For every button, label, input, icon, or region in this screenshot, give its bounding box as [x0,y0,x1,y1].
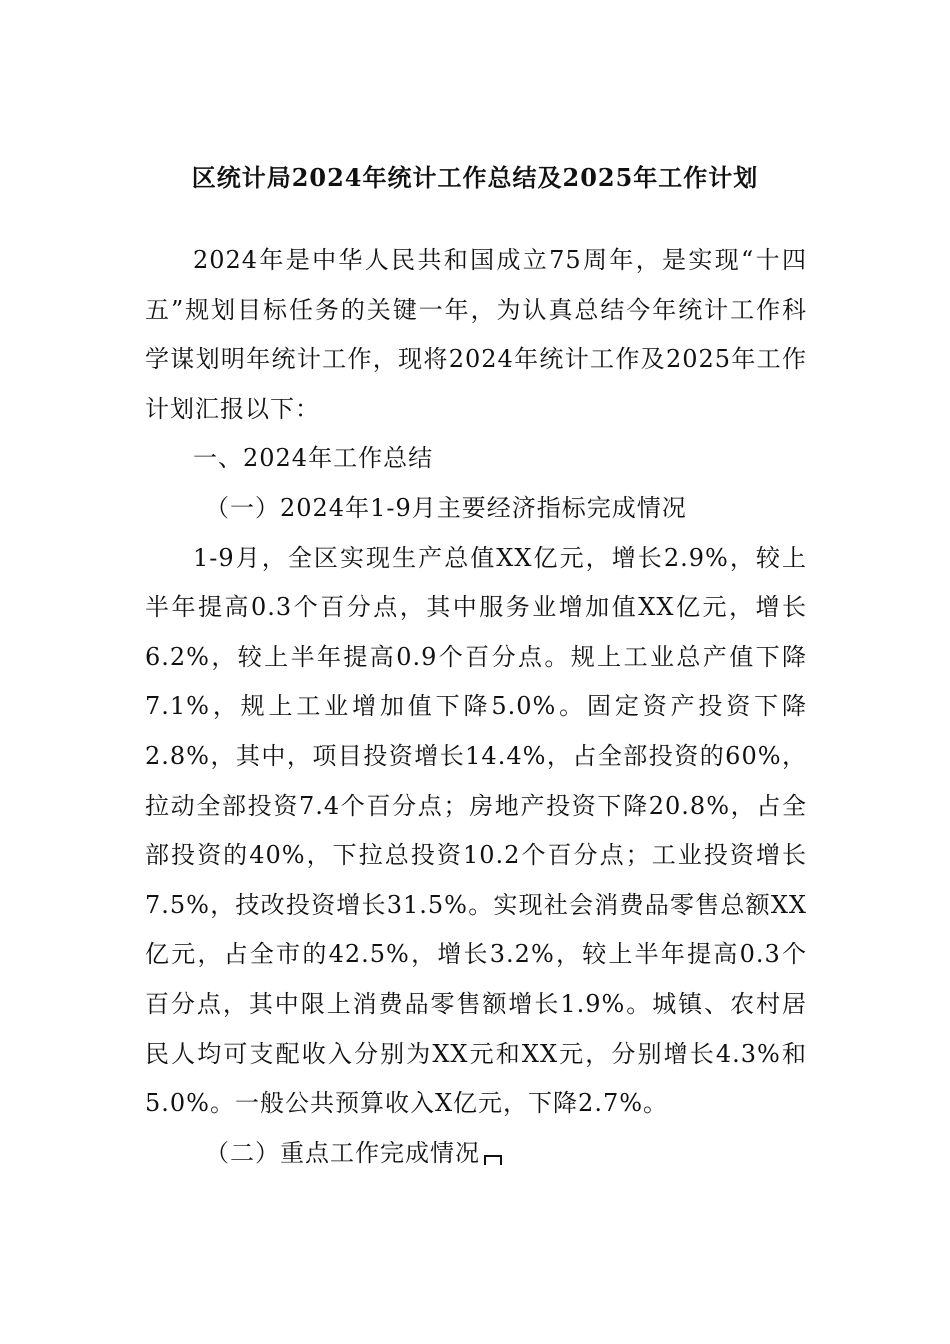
indicators-paragraph: 1-9月，全区实现生产总值XX亿元，增长2.9%，较上半年提高0.3个百分点，其中服务业增加值XX亿元，增长6.2%，较上半年提高0.9个百分点。规上工业总产值下降7.1%，规上工业增加值下降5.0%。固定资产投资下降2.8%，其中，项目投资增长14.4%，占全部投资的60%，拉动全部投资7.4个百分点；房地产投资下降20.8%，占全部投资的40%，下拉总投资10.2个百分点；工业投资增长7.5%，技改投资增长31.5%。实现社会消费品零售总额XX亿元，占全市的42.5%，增长3.2%，较上半年提高0.3个百分点，其中限上消费品零售额增长1.9%。城镇、农村居民人均可支配收入分别为XX元和XX元，分别增长4.3%和5.0%。一般公共预算收入X亿元，下降2.7%。 [145,543,807,1118]
intro-paragraph: 2024年是中华人民共和国成立75周年，是实现“十四五”规划目标任务的关键一年，为认真总结今年统计工作科学谋划明年统计工作，现将2024年统计工作及2025年工作计划汇报以下： [145,246,807,423]
section-heading-summary: 一、2024年工作总结 [193,444,434,473]
subsection-heading-indicators: （一）2024年1-9月主要经济指标完成情况 [205,493,687,522]
paragraph-mark-icon [484,1155,502,1165]
subsection-heading-key-work-text: （二）重点工作完成情况 [205,1138,480,1167]
subsection-heading-key-work [145,1129,807,1179]
document-title: 区统计局2024年统计工作总结及2025年工作计划 [191,163,759,192]
document-body [145,236,807,1178]
